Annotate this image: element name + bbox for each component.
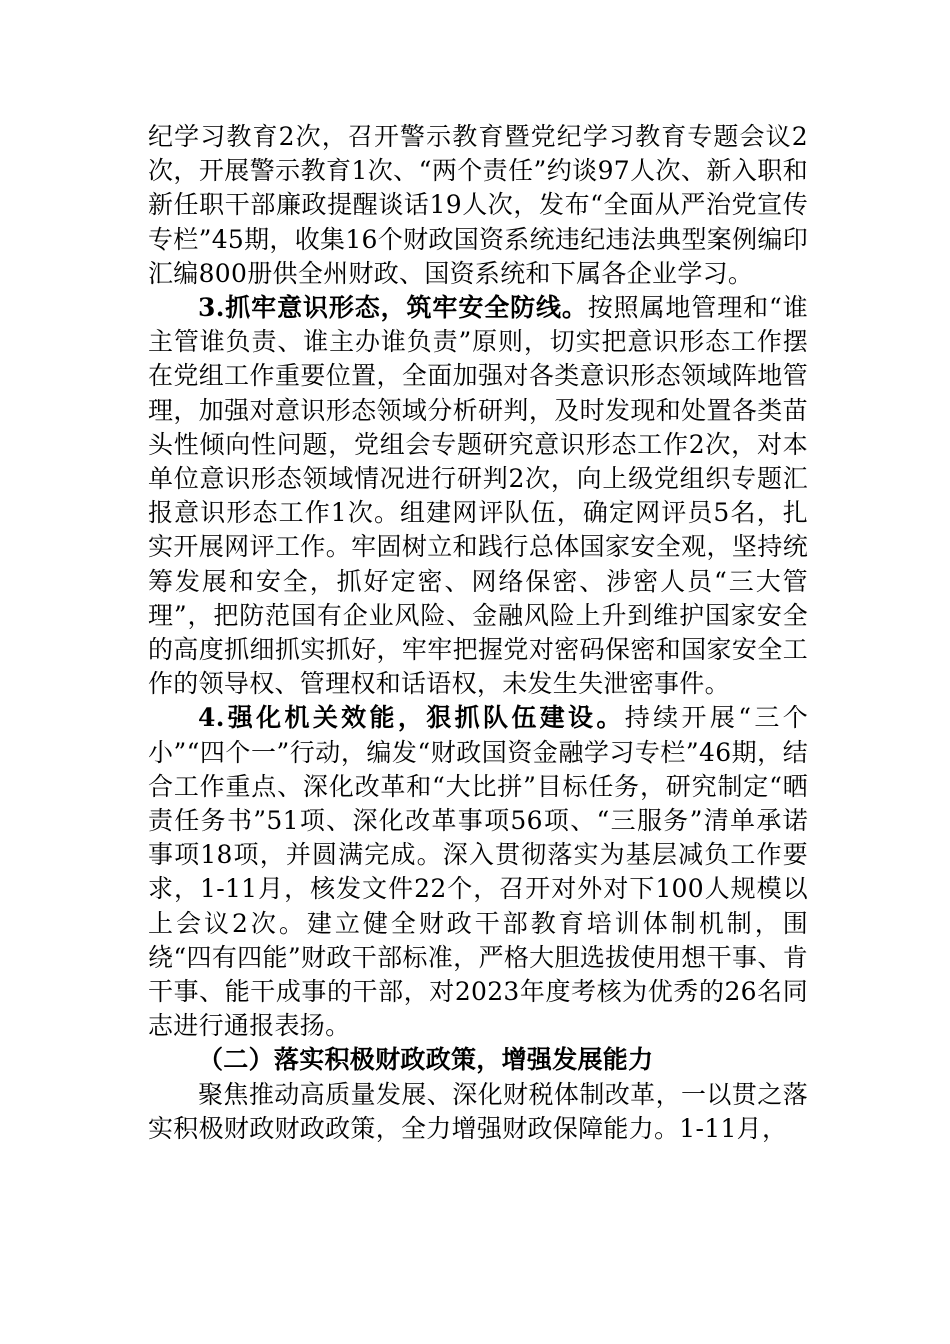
- paragraph-text: 纪学习教育2次，召开警示教育暨党纪学习教育专题会议2次，开展警示教育1次、“两个责任”约谈97人次、新入职和新任职干部廉政提醒谈话19人次，发布“全面从严治党宣传专栏”45期，收集16个财政国资系统违纪违法典型案例编印汇编800册供全州财政、国资系统和下属各企业学习。: [148, 122, 808, 288]
- paragraph-text: 聚焦推动高质量发展、深化财税体制改革，一以贯之落实积极财政财政政策，全力增强财政保障能力。1-11月，: [148, 1079, 808, 1143]
- paragraph-education: [148, 120, 808, 291]
- document-page: [148, 120, 808, 1146]
- paragraph-text: 持续开展“三个小”“四个一”行动，编发“财政国资金融学习专栏”46期，结合工作重点、深化改革和“大比拼”目标任务，研究制定“晒责任务书”51项、深化改革事项56项、“三服务”清单承诺事项18项，并圆满完成。深入贯彻落实为基层减负工作要求，1-11月，核发文件22个，召开对外对下100人规模以上会议2次。建立健全财政干部教育培训体制机制，围绕“四有四能”财政干部标准，严格大胆选拔使用想干事、肯干事、能干成事的干部，对2023年度考核为优秀的26名同志进行通报表扬。: [148, 703, 808, 1041]
- paragraph-lead-heading: 3.抓牢意识形态，筑牢安全防线。: [198, 293, 588, 323]
- paragraph-ideology: [148, 291, 808, 701]
- section-heading: （二）落实积极财政政策，增强发展能力: [198, 1045, 654, 1075]
- paragraph-efficiency: [148, 701, 808, 1043]
- paragraph-text: 按照属地管理和“谁主管谁负责、谁主办谁负责”原则，切实把意识形态工作摆在党组工作重要位置，全面加强对各类意识形态领域阵地管理，加强对意识形态领域分析研判，及时发现和处置各类苗头性倾向性问题，党组会专题研究意识形态工作2次，对本单位意识形态领域情况进行研判2次，向上级党组织专题汇报意识形态工作1次。组建网评队伍，确定网评员5名，扎实开展网评工作。牢固树立和践行总体国家安全观，坚持统筹发展和安全，抓好定密、网络保密、涉密人员“三大管理”，把防范国有企业风险、金融风险上升到维护国家安全的高度抓细抓实抓好，牢牢把握党对密码保密和国家安全工作的领导权、管理权和话语权，未发生失泄密事件。: [148, 293, 808, 699]
- paragraph-fiscal-policy: [148, 1078, 808, 1146]
- paragraph-lead-heading: 4.强化机关效能，狠抓队伍建设。: [198, 703, 625, 733]
